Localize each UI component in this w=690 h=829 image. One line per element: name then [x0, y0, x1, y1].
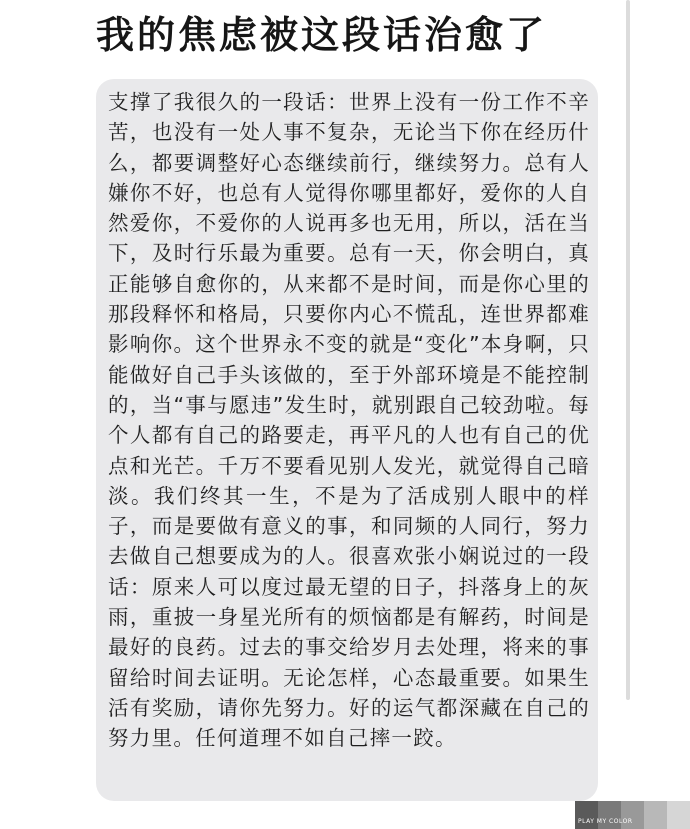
scrollbar[interactable] [626, 0, 630, 700]
watermark-label: PLAY MY COLOR [578, 818, 633, 825]
palette-swatch-4 [644, 801, 667, 829]
palette-swatch-5 [667, 801, 690, 829]
message-bubble[interactable] [96, 79, 598, 801]
page-title: 我的焦虑被这段话治愈了 [96, 13, 548, 57]
message-text: 支撑了我很久的一段话：世界上没有一份工作不辛苦，也没有一处人事不复杂，无论当下你在经历什么，都要调整好心态继续前行，继续努力。总有人嫌你不好，也总有人觉得你哪里都好，爱你的人自然爱你，不爱你的人说再多也无用，所以，活在当下，及时行乐最为重要。总有一天，你会明白，真正能够自愈你的，从来都不是时间，而是你心里的那段释怀和格局，只要你内心不慌乱，连世界都难影响你。这个世界永不变的就是“变化”本身啊，只能做好自己手头该做的，至于外部环境是不能控制的，当“事与愿违”发生时，就别跟自己较劲啦。每个人都有自己的路要走，再平凡的人也有自己的优点和光芒。千万不要看见别人发光，就觉得自己暗淡。我们终其一生，不是为了活成别人眼中的样子，而是要做有意义的事，和同频的人同行，努力去做自己想要成为的人。很喜欢张小娴说过的一段话：原来人可以度过最无望的日子，抖落身上的灰雨，重披一身星光所有的烦恼都是有解药，时间是最好的良药。过去的事交给岁月去处理，将来的事留给时间去证明。无论怎样，心态最重要。如果生活有奖励，请你先努力。好的运气都深藏在自己的努力里。任何道理不如自己摔一跤。 [108, 90, 590, 751]
